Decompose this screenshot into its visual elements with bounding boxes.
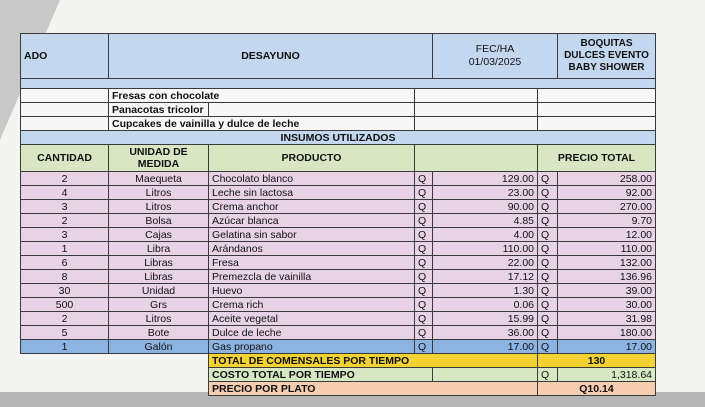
cell-precio: 110.00: [433, 242, 538, 256]
cell-currency: Q: [538, 172, 558, 186]
col-producto: PRODUCTO: [209, 145, 415, 172]
cell-cantidad: 2: [21, 172, 109, 186]
cell-producto: Dulce de leche: [209, 326, 415, 340]
cell-cantidad: 5: [21, 326, 109, 340]
cell-currency: Q: [415, 284, 433, 298]
cell-producto: Gas propano: [209, 340, 415, 354]
cell-currency: Q: [415, 270, 433, 284]
cell-unidad: Grs: [109, 298, 209, 312]
cell-currency: Q: [538, 200, 558, 214]
cell-currency: Q: [538, 312, 558, 326]
cell-producto: Fresa: [209, 256, 415, 270]
cell-currency: Q: [538, 326, 558, 340]
col-cantidad: CANTIDAD: [21, 145, 109, 172]
cell-currency: Q: [538, 340, 558, 354]
cell-unidad: Galón: [109, 340, 209, 354]
cell-total: 270.00: [558, 200, 656, 214]
cell-cantidad: 3: [21, 228, 109, 242]
cell-currency: Q: [415, 298, 433, 312]
menu-item: Panacotas tricolor: [109, 103, 209, 117]
cell-producto: Aceite vegetal: [209, 312, 415, 326]
blank-cell: [209, 103, 415, 117]
fecha-value: 01/03/2025: [468, 56, 522, 68]
cell-producto: Premezcla de vainilla: [209, 270, 415, 284]
cell-total: 110.00: [558, 242, 656, 256]
cell-total: 39.00: [558, 284, 656, 298]
cell-unidad: Bolsa: [109, 214, 209, 228]
blank-cell: [21, 103, 109, 117]
cell-total: 12.00: [558, 228, 656, 242]
header-left: ADO: [21, 34, 109, 79]
cell-precio: 4.85: [433, 214, 538, 228]
cell-unidad: Libra: [109, 242, 209, 256]
col-precio-total: PRECIO TOTAL: [538, 145, 656, 172]
cell-cantidad: 2: [21, 312, 109, 326]
plato-label: PRECIO POR PLATO: [209, 382, 538, 396]
cell-total: 30.00: [558, 298, 656, 312]
cell-precio: 36.00: [433, 326, 538, 340]
cell-currency: Q: [538, 242, 558, 256]
cell-total: 92.00: [558, 186, 656, 200]
menu-item: Fresas con chocolate: [109, 89, 415, 103]
cell-currency: Q: [415, 186, 433, 200]
col-precio-unit: [415, 145, 538, 172]
cell-precio: 4.00: [433, 228, 538, 242]
col-unidad: UNIDAD DE MEDIDA: [109, 145, 209, 172]
table-row: [21, 172, 656, 186]
comensales-label: TOTAL DE COMENSALES POR TIEMPO: [209, 354, 538, 368]
cell-currency: Q: [538, 256, 558, 270]
cell-unidad: Litros: [109, 200, 209, 214]
table-row: [21, 298, 656, 312]
cell-currency: Q: [538, 186, 558, 200]
cell-currency: Q: [538, 214, 558, 228]
table-row: [21, 256, 656, 270]
header-desayuno: DESAYUNO: [109, 34, 433, 79]
cell-cantidad: 500: [21, 298, 109, 312]
cell-cantidad: 2: [21, 214, 109, 228]
cell-currency: Q: [415, 326, 433, 340]
costo-currency: Q: [538, 368, 558, 382]
cell-cantidad: 4: [21, 186, 109, 200]
cell-precio: 17.12: [433, 270, 538, 284]
cell-unidad: Litros: [109, 186, 209, 200]
menu-item: Cupcakes de vainilla y dulce de leche: [109, 117, 415, 131]
header-fecha: [433, 34, 558, 79]
cell-precio: 1.30: [433, 284, 538, 298]
cell-currency: Q: [538, 228, 558, 242]
cell-producto: Crema anchor: [209, 200, 415, 214]
cell-cantidad: 30: [21, 284, 109, 298]
cell-producto: Gelatina sin sabor: [209, 228, 415, 242]
blank-cell: [21, 117, 109, 131]
cell-total: 258.00: [558, 172, 656, 186]
cell-unidad: Maequeta: [109, 172, 209, 186]
cell-cantidad: 6: [21, 256, 109, 270]
blank-cell: [415, 117, 538, 131]
cell-cantidad: 3: [21, 200, 109, 214]
blank-cell: [538, 89, 656, 103]
cell-currency: Q: [415, 214, 433, 228]
section-title: INSUMOS UTILIZADOS: [21, 131, 656, 145]
cell-cantidad: 8: [21, 270, 109, 284]
cell-precio: 15.99: [433, 312, 538, 326]
table-row: [21, 312, 656, 326]
cell-cantidad: 1: [21, 242, 109, 256]
cell-precio: 22.00: [433, 256, 538, 270]
cell-precio: 129.00: [433, 172, 538, 186]
cell-unidad: Libras: [109, 256, 209, 270]
cell-producto: Chocolato blanco: [209, 172, 415, 186]
cell-currency: Q: [538, 284, 558, 298]
cell-unidad: Bote: [109, 326, 209, 340]
cell-currency: Q: [415, 172, 433, 186]
table-row: [21, 214, 656, 228]
header-event: BOQUITAS DULCES EVENTO BABY SHOWER: [558, 34, 656, 79]
cell-total: 31.98: [558, 312, 656, 326]
cell-currency: Q: [415, 312, 433, 326]
cell-currency: Q: [415, 340, 433, 354]
cell-producto: Leche sin lactosa: [209, 186, 415, 200]
blank-cell: [538, 103, 656, 117]
blank-cell: [21, 89, 109, 103]
cell-producto: Arándanos: [209, 242, 415, 256]
cell-precio: 23.00: [433, 186, 538, 200]
plato-value: Q10.14: [538, 382, 656, 396]
cell-total: 9.70: [558, 214, 656, 228]
fecha-label: FEC/HA: [475, 43, 515, 55]
cell-currency: Q: [415, 256, 433, 270]
cell-cantidad: 1: [21, 340, 109, 354]
comensales-value: 130: [538, 354, 656, 368]
cell-producto: Crema rich: [209, 298, 415, 312]
table-row: [21, 228, 656, 242]
spacer-row: [21, 79, 656, 89]
table-row: [21, 200, 656, 214]
cell-total: 136.96: [558, 270, 656, 284]
cell-currency: Q: [538, 270, 558, 284]
cell-producto: Azúcar blanca: [209, 214, 415, 228]
blank-cell: [433, 368, 538, 382]
blank-cell: [415, 103, 538, 117]
cell-unidad: Litros: [109, 312, 209, 326]
cell-precio: 17.00: [433, 340, 538, 354]
table-row: [21, 186, 656, 200]
cell-total: 132.00: [558, 256, 656, 270]
blank-cell: [538, 117, 656, 131]
cell-unidad: Unidad: [109, 284, 209, 298]
cell-total: 17.00: [558, 340, 656, 354]
cell-precio: 90.00: [433, 200, 538, 214]
blank-cell: [415, 89, 538, 103]
costo-label: COSTO TOTAL POR TIEMPO: [209, 368, 433, 382]
cell-currency: Q: [415, 242, 433, 256]
cell-total: 180.00: [558, 326, 656, 340]
table-row: [21, 284, 656, 298]
cost-table: [20, 33, 656, 396]
cell-precio: 0.06: [433, 298, 538, 312]
table-row: [21, 242, 656, 256]
table-row: [21, 326, 656, 340]
table-row: [21, 270, 656, 284]
cell-currency: Q: [415, 200, 433, 214]
cell-currency: Q: [415, 228, 433, 242]
cell-unidad: Cajas: [109, 228, 209, 242]
cell-producto: Huevo: [209, 284, 415, 298]
cell-unidad: Libras: [109, 270, 209, 284]
table-row: [21, 340, 656, 354]
costo-value: 1,318.64: [558, 368, 656, 382]
cell-currency: Q: [538, 298, 558, 312]
